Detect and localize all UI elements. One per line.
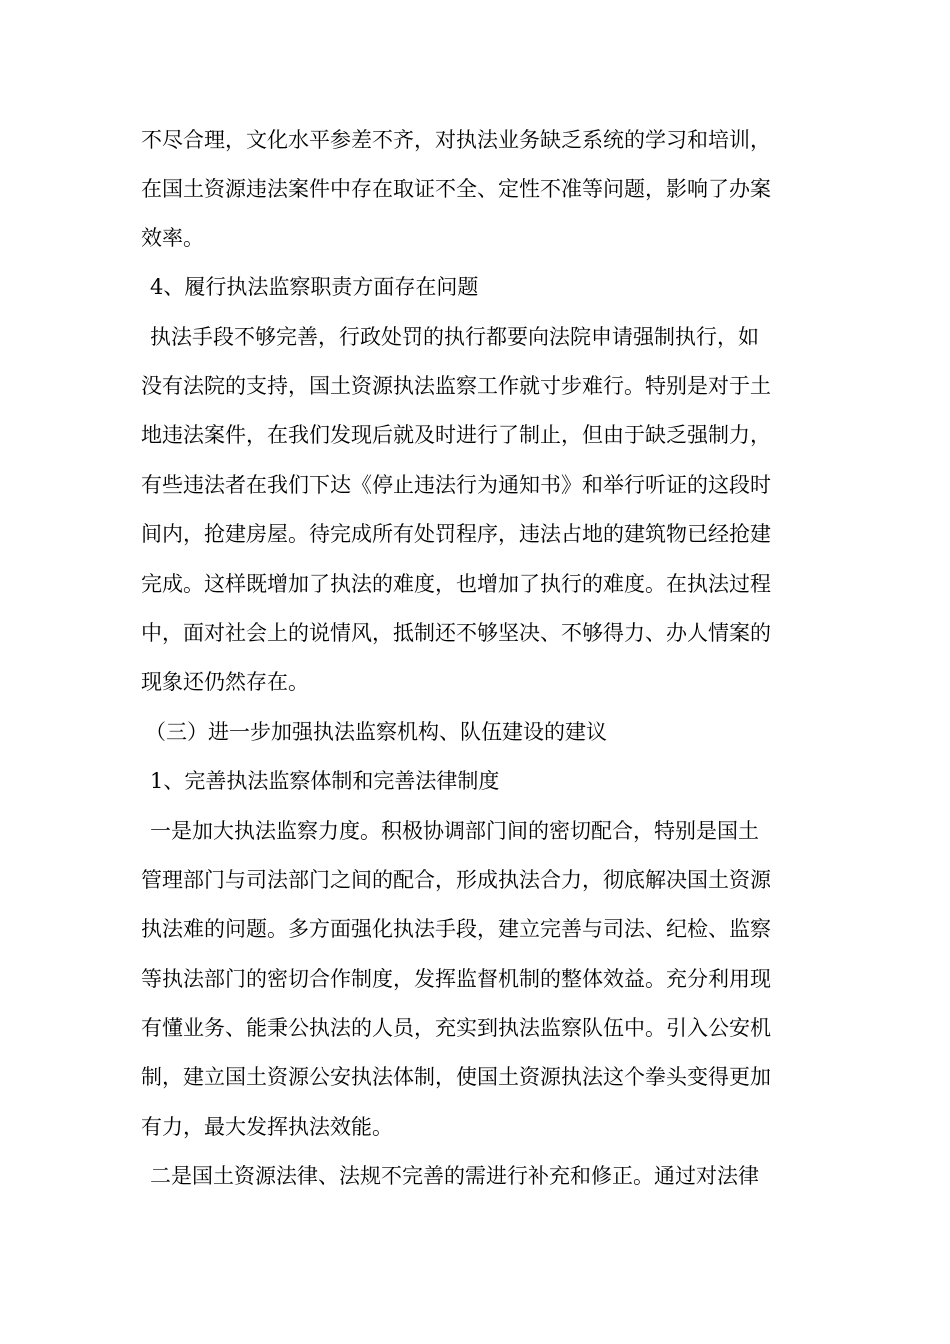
paragraph-line: 现象还仍然存在。 [141,670,309,694]
paragraph-line: 地违法案件，在我们发现后就及时进行了制止，但由于缺乏强制力， [141,423,771,447]
section-heading: 4、履行执法监察职责方面存在问题 [150,275,479,299]
paragraph-line: 制，建立国土资源公安执法体制，使国土资源执法这个拳头变得更加 [141,1065,771,1089]
paragraph-line: 等执法部门的密切合作制度，发挥监督机制的整体效益。充分利用现 [141,967,771,991]
section-heading: 1、完善执法监察体制和完善法律制度 [150,769,500,793]
paragraph-line: 没有法院的支持，国土资源执法监察工作就寸步难行。特别是对于土 [141,374,771,398]
paragraph-line: 执法难的问题。多方面强化执法手段，建立完善与司法、纪检、监察 [141,917,771,941]
section-heading: （三）进一步加强执法监察机构、队伍建设的建议 [145,720,607,744]
paragraph-line: 有些违法者在我们下达《停止违法行为通知书》和举行听证的这段时 [141,473,771,497]
paragraph-line: 完成。这样既增加了执法的难度，也增加了执行的难度。在执法过程 [141,572,771,596]
paragraph-line: 执法手段不够完善，行政处罚的执行都要向法院申请强制执行，如 [150,325,759,349]
paragraph-line: 有力，最大发挥执法效能。 [141,1115,393,1139]
paragraph-line: 间内，抢建房屋。待完成所有处罚程序，违法占地的建筑物已经抢建 [141,522,771,546]
paragraph-line: 一是加大执法监察力度。积极协调部门间的密切配合，特别是国土 [150,819,759,843]
paragraph-line: 不尽合理，文化水平参差不齐，对执法业务缺乏系统的学习和培训， [141,128,771,152]
paragraph-line: 效率。 [141,226,204,250]
paragraph-line: 在国土资源违法案件中存在取证不全、定性不准等问题，影响了办案 [141,177,771,201]
paragraph-line: 中，面对社会上的说情风，抵制还不够坚决、不够得力、办人情案的 [141,621,771,645]
paragraph-line: 二是国土资源法律、法规不完善的需进行补充和修正。通过对法律 [150,1164,759,1188]
paragraph-line: 管理部门与司法部门之间的配合，形成执法合力，彻底解决国土资源 [141,868,771,892]
paragraph-line: 有懂业务、能秉公执法的人员，充实到执法监察队伍中。引入公安机 [141,1016,771,1040]
